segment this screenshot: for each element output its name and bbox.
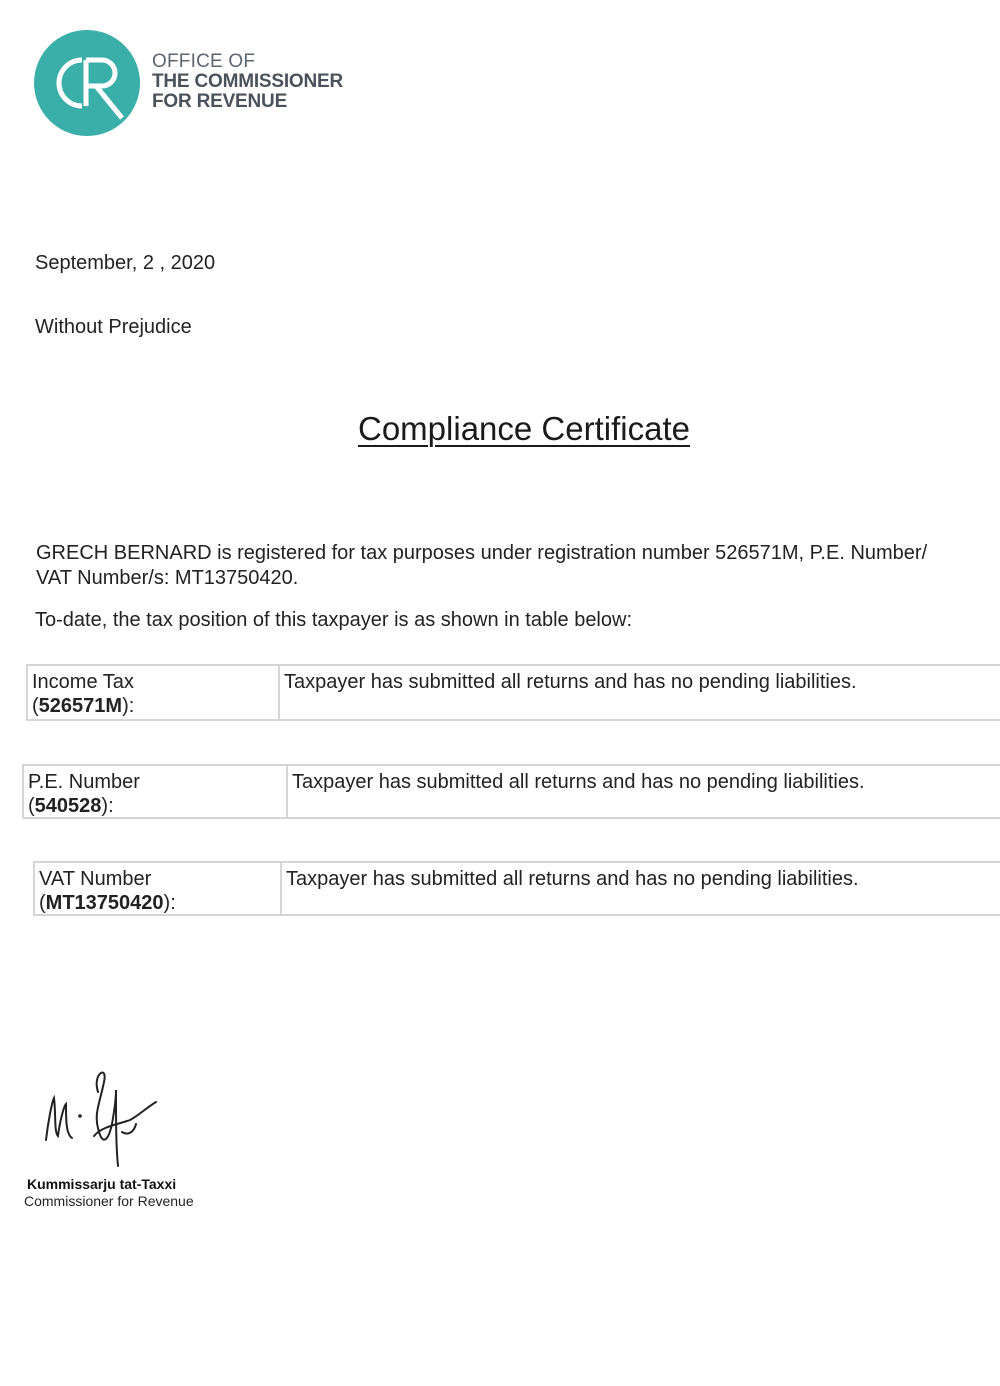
tax-type-label: VAT Number (39, 868, 152, 890)
tax-registration-number: 526571M (38, 695, 123, 717)
tax-type-label: P.E. Number (28, 771, 140, 793)
registration-line-1: GRECH BERNARD is registered for tax purposes under registration number 526571M, P.E. Number/ (36, 542, 928, 564)
tax-row-income-tax (26, 664, 1000, 721)
tax-type-label: Income Tax (32, 671, 134, 693)
cr-logo-icon (34, 30, 140, 136)
organization-name (152, 52, 343, 112)
handwritten-signature (36, 1062, 166, 1172)
signatory-title: Kummissarju tat-Taxxi (27, 1176, 177, 1192)
tax-registration-number: 540528 (34, 795, 102, 817)
letter-date: September, 2 , 2020 (35, 252, 216, 274)
registration-paragraph (36, 541, 1000, 591)
signatory-subtitle: Commissioner for Revenue (24, 1193, 194, 1209)
org-name-line2: THE COMMISSIONER (152, 71, 344, 92)
tax-row-label: P.E. Number (540528): (24, 766, 288, 817)
tax-row-vat-number (33, 861, 1000, 916)
without-prejudice-note: Without Prejudice (35, 316, 192, 338)
org-name-line1: OFFICE OF (152, 51, 256, 72)
tax-status-text: Taxpayer has submitted all returns and has no pending liabilities. (292, 771, 865, 793)
tax-row-label: Income Tax (526571M): (28, 666, 280, 719)
org-name-line3: FOR REVENUE (152, 91, 288, 112)
tax-status-text: Taxpayer has submitted all returns and has no pending liabilities. (284, 671, 857, 693)
tax-row-pe-number (22, 764, 1000, 819)
document-title: Compliance Certificate (358, 410, 690, 447)
tax-position-intro: To-date, the tax position of this taxpayer is as shown in table below: (35, 609, 633, 631)
tax-row-label: VAT Number (MT13750420): (35, 863, 282, 914)
tax-status-text: Taxpayer has submitted all returns and has no pending liabilities. (286, 868, 859, 890)
tax-registration-number: MT13750420 (45, 892, 164, 914)
registration-line-2: VAT Number/s: MT13750420. (36, 567, 299, 589)
